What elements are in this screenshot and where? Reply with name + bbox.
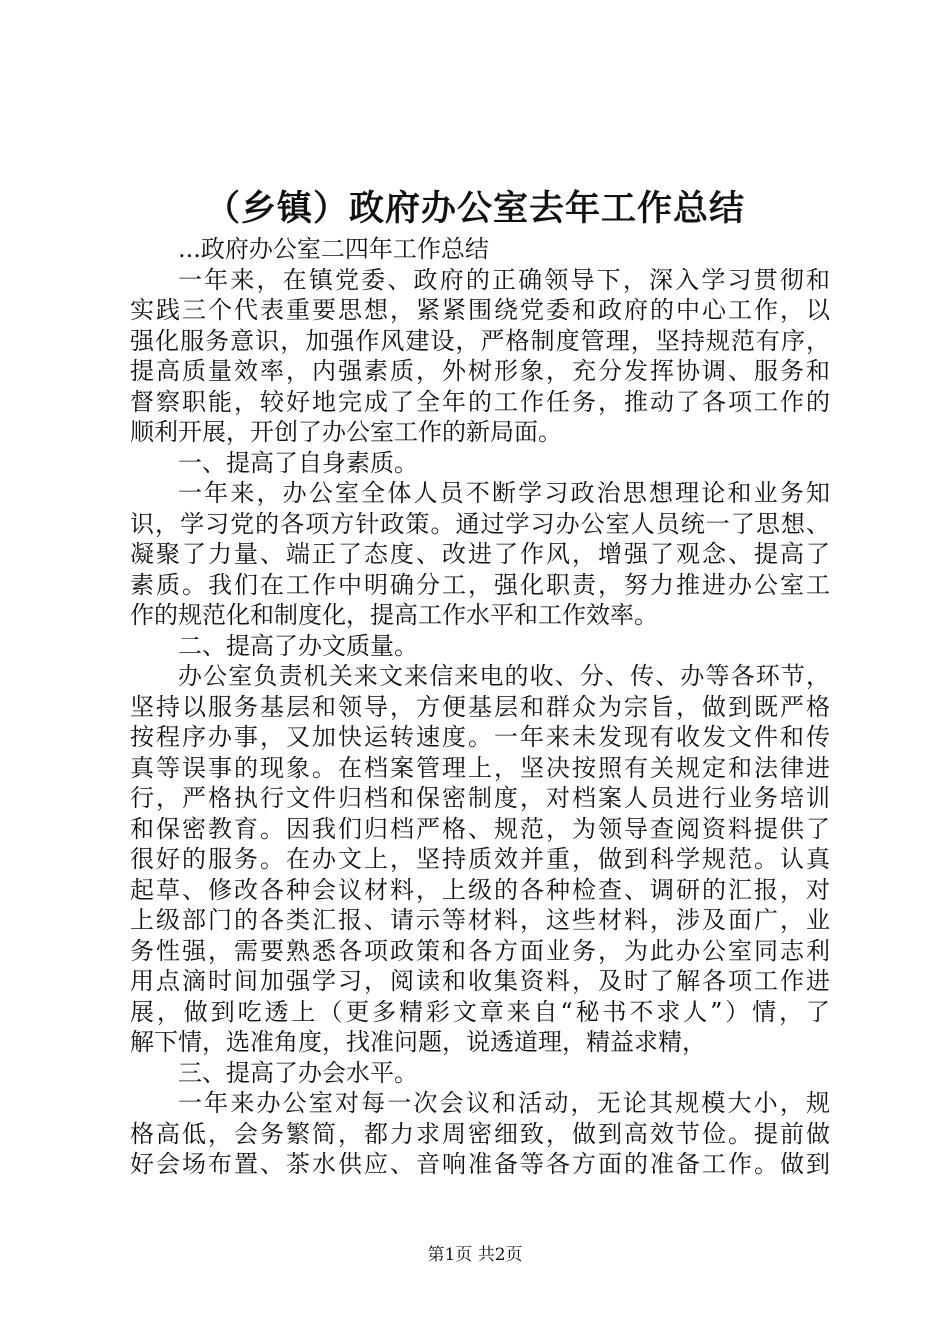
paragraph-line: 和保密教育。因我们归档严格、规范，为领导查阅资料提供了 (130, 814, 830, 843)
section-heading: 三、提高了办会水平。 (178, 1058, 418, 1087)
paragraph-line: 素质。我们在工作中明确分工，强化职责，努力推进办公室工 (130, 570, 830, 599)
paragraph-line: 展，做到吃透上（更多精彩文章来自“秘书不求人”）情，了 (130, 997, 830, 1026)
document-title: （乡镇）政府办公室去年工作总结 (204, 189, 745, 229)
paragraph-line: 真等误事的现象。在档案管理上，坚决按照有关规定和法律进 (130, 753, 830, 782)
paragraph-line: 用点滴时间加强学习，阅读和收集资料，及时了解各项工作进 (130, 967, 830, 995)
paragraph-line: 解下情，选准角度，找准问题，说透道理，精益求精， (130, 1028, 706, 1056)
paragraph-line: 好会场布置、茶水供应、音响准备等各方面的准备工作。做到 (130, 1150, 830, 1178)
document-body (130, 234, 830, 1180)
paragraph-line: 按程序办事，又加快运转速度。一年来未发现有收发文件和传 (130, 723, 830, 751)
paragraph-line: 强化服务意识，加强作风建设，严格制度管理，坚持规范有序， (130, 326, 830, 355)
section-heading: 二、提高了办文质量。 (178, 631, 418, 660)
paragraph-line: 务性强，需要熟悉各项政策和各方面业务，为此办公室同志利 (130, 936, 830, 965)
document-subtitle: ...政府办公室二四年工作总结 (178, 235, 489, 263)
paragraph-line: 实践三个代表重要思想，紧紧围绕党委和政府的中心工作，以 (130, 296, 830, 324)
paragraph-line: 作的规范化和制度化，提高工作水平和工作效率。 (130, 601, 658, 629)
paragraph-line: 识，学习党的各项方针政策。通过学习办公室人员统一了思想、 (130, 509, 830, 538)
paragraph-line: 办公室负责机关来文来信来电的收、分、传、办等各环节， (178, 662, 830, 690)
paragraph-line: 坚持以服务基层和领导，方便基层和群众为宗旨，做到既严格 (130, 692, 830, 721)
paragraph-line: 起草、修改各种会议材料，上级的各种检查、调研的汇报，对 (130, 875, 830, 904)
paragraph-line: 上级部门的各类汇报、请示等材料，这些材料，涉及面广，业 (130, 906, 830, 934)
paragraph-line: 一年来，在镇党委、政府的正确领导下，深入学习贯彻和 (178, 265, 830, 294)
body-lines (130, 265, 830, 1180)
page-number: 第1页 共2页 (427, 1245, 523, 1265)
paragraph-line: 格高低，会务繁简，都力求周密细致，做到高效节俭。提前做 (130, 1119, 830, 1148)
paragraph-line: 提高质量效率，内强素质，外树形象，充分发挥协调、服务和 (130, 357, 830, 385)
paragraph-line: 行，严格执行文件归档和保密制度，对档案人员进行业务培训 (130, 784, 830, 812)
paragraph-line: 一年来，办公室全体人员不断学习政治思想理论和业务知 (178, 479, 830, 507)
paragraph-line: 很好的服务。在办文上，坚持质效并重，做到科学规范。认真 (130, 845, 830, 873)
section-heading: 一、提高了自身素质。 (178, 448, 418, 477)
paragraph-line: 督察职能，较好地完成了全年的工作任务，推动了各项工作的 (130, 387, 830, 416)
paragraph-line: 凝聚了力量、端正了态度、改进了作风，增强了观念、提高了 (130, 540, 830, 568)
paragraph-line: 一年来办公室对每一次会议和活动，无论其规模大小，规 (178, 1089, 830, 1117)
paragraph-line: 顺利开展，开创了办公室工作的新局面。 (130, 418, 562, 446)
